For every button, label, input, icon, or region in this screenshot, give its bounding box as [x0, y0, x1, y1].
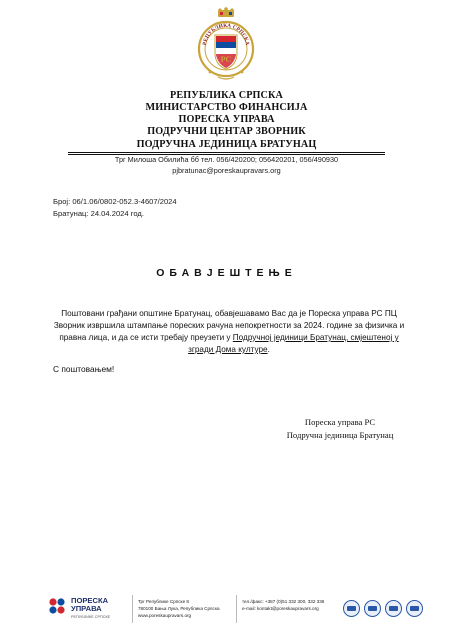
signature-line-2: Подручна јединица Братунац	[286, 430, 394, 440]
header-ministry: МИНИСТАРСТВО ФИНАНСИЈА	[145, 102, 308, 113]
signature-line-1: Пореска управа РС	[304, 417, 376, 427]
footer-phone: тел./факс: +387 (0)51 332 300, 332 336	[242, 599, 325, 604]
coat-of-arms-emblem	[196, 7, 256, 83]
header-email: pjbratunac@poreskaupravars.org	[172, 166, 281, 175]
header-divider	[68, 152, 385, 153]
tax-administration-logo-icon	[48, 597, 66, 615]
certification-badge-icon	[364, 600, 381, 617]
footer-logo-wordmark	[71, 597, 108, 613]
reference-number: Број: 06/1.06/0802-052.3-4607/2024	[53, 197, 177, 206]
certification-badge-icon	[385, 600, 402, 617]
header-address: Трг Милоша Обилића бб тел. 056/420200; 056420201, 056/490930	[114, 155, 339, 164]
document-title: ОБАВЈЕШТЕЊЕ	[156, 267, 297, 279]
footer-logo-line2: УПРАВА	[71, 604, 102, 613]
certification-badge-icon	[343, 600, 360, 617]
header-tax-administration: ПОРЕСКА УПРАВА	[178, 114, 275, 125]
closing-regards: С поштовањем!	[53, 364, 115, 374]
footer-website[interactable]: www.poreskaupravars.org	[138, 613, 192, 618]
footer-address-line2: 780100 Бања Лука, Република Српска	[138, 606, 220, 611]
notice-text: Поштовани грађани општине Братунац, обавјешавамо Вас да је Пореска управа РС ПЦ Зворник извршила штампање пореских рачуна непокретности за 2024. године за физичка и правна лица, и да се исти требају преузети у	[53, 309, 405, 342]
notice-location: Подручној јединици Братунац, смјештеној у згради Дома културе	[188, 333, 399, 354]
footer-address	[138, 598, 220, 619]
certification-badge-icon	[406, 600, 423, 617]
footer-logo-line1: ПОРЕСКА	[71, 596, 109, 605]
footer-separator	[236, 595, 237, 623]
svg-text:PC: PC	[220, 55, 232, 64]
footer-separator	[132, 595, 133, 623]
header-local-unit: ПОДРУЧНА ЈЕДИНИЦА БРАТУНАЦ	[136, 139, 317, 150]
footer-email[interactable]: e-mail: kontakt@poreskaupravars.org	[242, 606, 319, 611]
place-date: Братунац: 24.04.2024 год.	[53, 209, 144, 218]
notice-text-end: .	[267, 345, 270, 354]
notice-body	[53, 308, 405, 356]
footer-contact	[242, 598, 324, 612]
svg-text:РЕПУБЛИКА СРПСКА: РЕПУБЛИКА СРПСКА	[202, 22, 250, 46]
header-republic: РЕПУБЛИКА СРПСКА	[170, 90, 283, 101]
footer-address-line1: Трг Републике Српске 8	[138, 599, 189, 604]
footer-logo-subtitle: РЕПУБЛИКЕ СРПСКЕ	[71, 615, 111, 619]
header-regional-center: ПОДРУЧНИ ЦЕНТАР ЗВОРНИК	[147, 126, 306, 137]
